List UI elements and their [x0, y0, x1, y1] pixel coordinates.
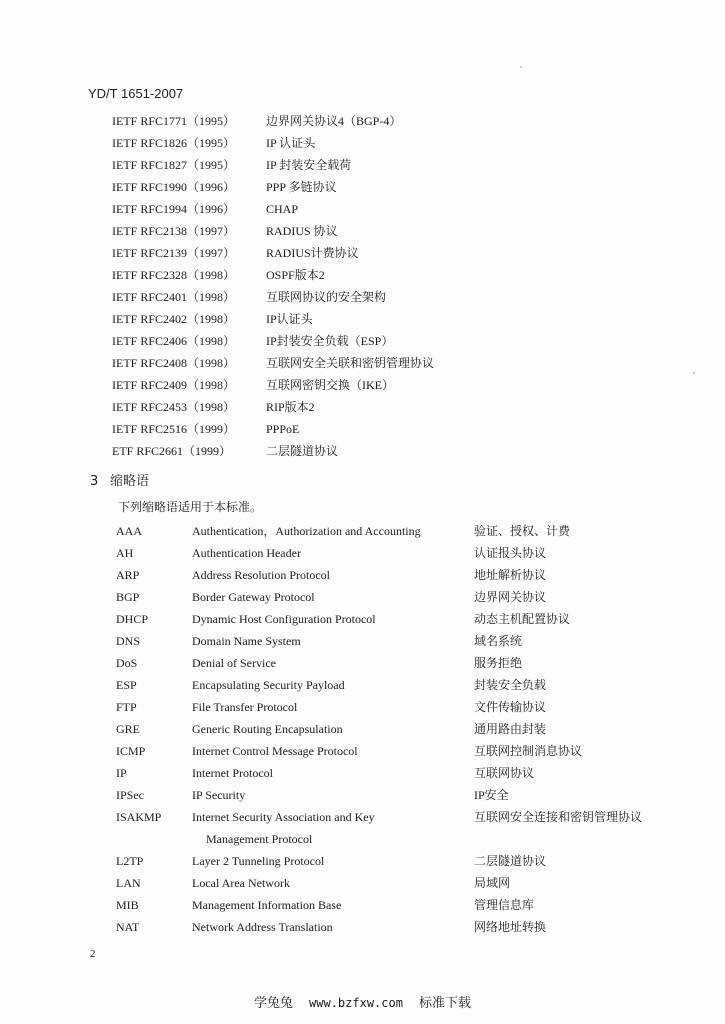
rfc-title: 互联网密钥交换（IKE） [266, 378, 394, 392]
abbr-english [192, 806, 462, 850]
rfc-ref: IETF RFC1990（1996） [112, 180, 236, 194]
table-row [116, 652, 676, 674]
rfc-ref: IETF RFC2406（1998） [112, 334, 236, 348]
rfc-title: IP封装安全负载（ESP） [266, 334, 394, 348]
table-row [116, 674, 676, 696]
rfc-title: 二层隧道协议 [266, 444, 339, 458]
abbr-chinese: 文件传输协议 [474, 700, 547, 714]
abbr-english: Network Address Translation [192, 920, 333, 934]
rfc-title: OSPF版本2 [266, 268, 325, 282]
abbr-chinese: 服务拒绝 [474, 656, 523, 670]
rfc-ref: IETF RFC1827（1995） [112, 158, 236, 172]
table-row [116, 542, 676, 564]
site-tagline: 标准下载 [418, 995, 471, 1010]
rfc-title: RIP版本2 [266, 400, 315, 414]
abbr-code: ISAKMP [116, 810, 162, 824]
abbr-chinese: 封装安全负载 [474, 678, 547, 692]
section-number: 3 [90, 474, 99, 489]
list-item [112, 220, 532, 242]
abbr-code: FTP [116, 700, 137, 714]
site-name: 学兔兔 [254, 995, 294, 1010]
abbr-english: Authentication，Authorization and Accounting [192, 524, 421, 538]
rfc-title: 互联网协议的安全架构 [266, 290, 387, 304]
rfc-ref: IETF RFC2402（1998） [112, 312, 236, 326]
table-row [116, 784, 676, 806]
table-row [116, 696, 676, 718]
abbr-english: Address Resolution Protocol [192, 568, 330, 582]
table-row [116, 740, 676, 762]
list-item [112, 352, 532, 374]
rfc-title: IP 认证头 [266, 136, 316, 150]
rfc-ref: IETF RFC1826（1995） [112, 136, 236, 150]
rfc-title: CHAP [266, 202, 299, 216]
abbreviation-table [116, 520, 676, 938]
rfc-ref: IETF RFC2139（1997） [112, 246, 236, 260]
abbr-code: AH [116, 546, 134, 560]
rfc-ref: IETF RFC2409（1998） [112, 378, 236, 392]
table-row [116, 872, 676, 894]
rfc-ref: ETF RFC2661（1999） [112, 444, 232, 458]
section-title: 缩略语 [110, 474, 150, 489]
abbr-chinese: 域名系统 [474, 634, 523, 648]
abbr-code: AAA [116, 524, 142, 538]
abbr-english: File Transfer Protocol [192, 700, 298, 714]
abbr-chinese: 互联网控制消息协议 [474, 744, 583, 758]
site-footer [0, 992, 725, 1011]
list-item [112, 286, 532, 308]
list-item [112, 132, 532, 154]
scan-speck [520, 66, 522, 68]
abbr-code: IPSec [116, 788, 144, 802]
abbr-english: Local Area Network [192, 876, 290, 890]
rfc-ref: IETF RFC2453（1998） [112, 400, 236, 414]
table-row [116, 520, 676, 542]
abbr-chinese: 局域网 [474, 876, 511, 890]
list-item [112, 330, 532, 352]
document-code: YD/T 1651-2007 [88, 86, 184, 101]
abbr-english: Dynamic Host Configuration Protocol [192, 612, 376, 626]
abbr-chinese: 互联网安全连接和密钥管理协议 [474, 810, 643, 824]
abbr-chinese: 认证报头协议 [474, 546, 547, 560]
abbr-english: Generic Routing Encapsulation [192, 722, 343, 736]
abbr-code: BGP [116, 590, 140, 604]
abbr-chinese: 网络地址转换 [474, 920, 547, 934]
abbr-english-continuation: Management Protocol [206, 832, 313, 846]
abbr-code: GRE [116, 722, 140, 736]
rfc-title: PPP 多链协议 [266, 180, 337, 194]
list-item [112, 396, 532, 418]
list-item [112, 176, 532, 198]
site-url[interactable]: www.bzfxw.com [309, 996, 403, 1010]
table-row [116, 894, 676, 916]
rfc-ref: IETF RFC2408（1998） [112, 356, 236, 370]
rfc-title: 互联网安全关联和密钥管理协议 [266, 356, 435, 370]
table-row [116, 718, 676, 740]
list-item [112, 440, 532, 462]
list-item [112, 154, 532, 176]
section-intro: 下列缩略语适用于本标准。 [118, 500, 263, 514]
rfc-title: RADIUS计费协议 [266, 246, 359, 260]
abbr-english: IP Security [192, 788, 246, 802]
page-number: 2 [90, 948, 96, 960]
table-row [116, 762, 676, 784]
abbr-chinese: 互联网协议 [474, 766, 535, 780]
rfc-ref: IETF RFC1994（1996） [112, 202, 236, 216]
abbr-code: DHCP [116, 612, 149, 626]
rfc-title: PPPoE [266, 422, 300, 436]
abbr-chinese: 通用路由封装 [474, 722, 547, 736]
rfc-title: IP 封装安全载荷 [266, 158, 352, 172]
table-row [116, 806, 676, 850]
abbr-code: ESP [116, 678, 137, 692]
abbr-code: ARP [116, 568, 140, 582]
abbr-english: Border Gateway Protocol [192, 590, 315, 604]
abbr-english-line: Internet Security Association and Key [192, 810, 375, 824]
abbr-chinese: 二层隧道协议 [474, 854, 547, 868]
abbr-code: ICMP [116, 744, 146, 758]
abbr-chinese: 地址解析协议 [474, 568, 547, 582]
abbr-english: Denial of Service [192, 656, 276, 670]
table-row [116, 630, 676, 652]
table-row [116, 916, 676, 938]
abbr-chinese: 动态主机配置协议 [474, 612, 571, 626]
rfc-ref: IETF RFC1771（1995） [112, 114, 236, 128]
abbr-code: DoS [116, 656, 138, 670]
list-item [112, 110, 532, 132]
rfc-title: IP认证头 [266, 312, 313, 326]
list-item [112, 418, 532, 440]
abbr-english: Authentication Header [192, 546, 301, 560]
abbr-code: MIB [116, 898, 139, 912]
abbr-chinese: 边界网关协议 [474, 590, 547, 604]
rfc-ref: IETF RFC2328（1998） [112, 268, 236, 282]
abbr-code: LAN [116, 876, 141, 890]
abbr-code: DNS [116, 634, 141, 648]
rfc-ref: IETF RFC2516（1999） [112, 422, 236, 436]
abbr-english: Domain Name System [192, 634, 301, 648]
rfc-ref: IETF RFC2138（1997） [112, 224, 236, 238]
table-row [116, 564, 676, 586]
rfc-title: 边界网关协议4（BGP-4） [266, 114, 402, 128]
table-row [116, 850, 676, 872]
abbr-chinese: 管理信息库 [474, 898, 535, 912]
section-heading [90, 470, 149, 489]
abbr-code: IP [116, 766, 127, 780]
abbr-chinese: IP安全 [474, 788, 509, 802]
table-row [116, 608, 676, 630]
rfc-title: RADIUS 协议 [266, 224, 338, 238]
list-item [112, 242, 532, 264]
list-item [112, 198, 532, 220]
abbr-english: Management Information Base [192, 898, 342, 912]
abbr-english: Encapsulating Security Payload [192, 678, 345, 692]
abbr-english: Internet Control Message Protocol [192, 744, 358, 758]
rfc-reference-list [112, 110, 532, 462]
list-item [112, 308, 532, 330]
abbr-code: NAT [116, 920, 140, 934]
abbr-chinese: 验证、授权、计费 [474, 524, 571, 538]
rfc-ref: IETF RFC2401（1998） [112, 290, 236, 304]
abbr-english: Internet Protocol [192, 766, 273, 780]
abbr-code: L2TP [116, 854, 144, 868]
abbr-english: Layer 2 Tunneling Protocol [192, 854, 325, 868]
list-item [112, 264, 532, 286]
list-item [112, 374, 532, 396]
table-row [116, 586, 676, 608]
scan-speck [693, 372, 695, 374]
